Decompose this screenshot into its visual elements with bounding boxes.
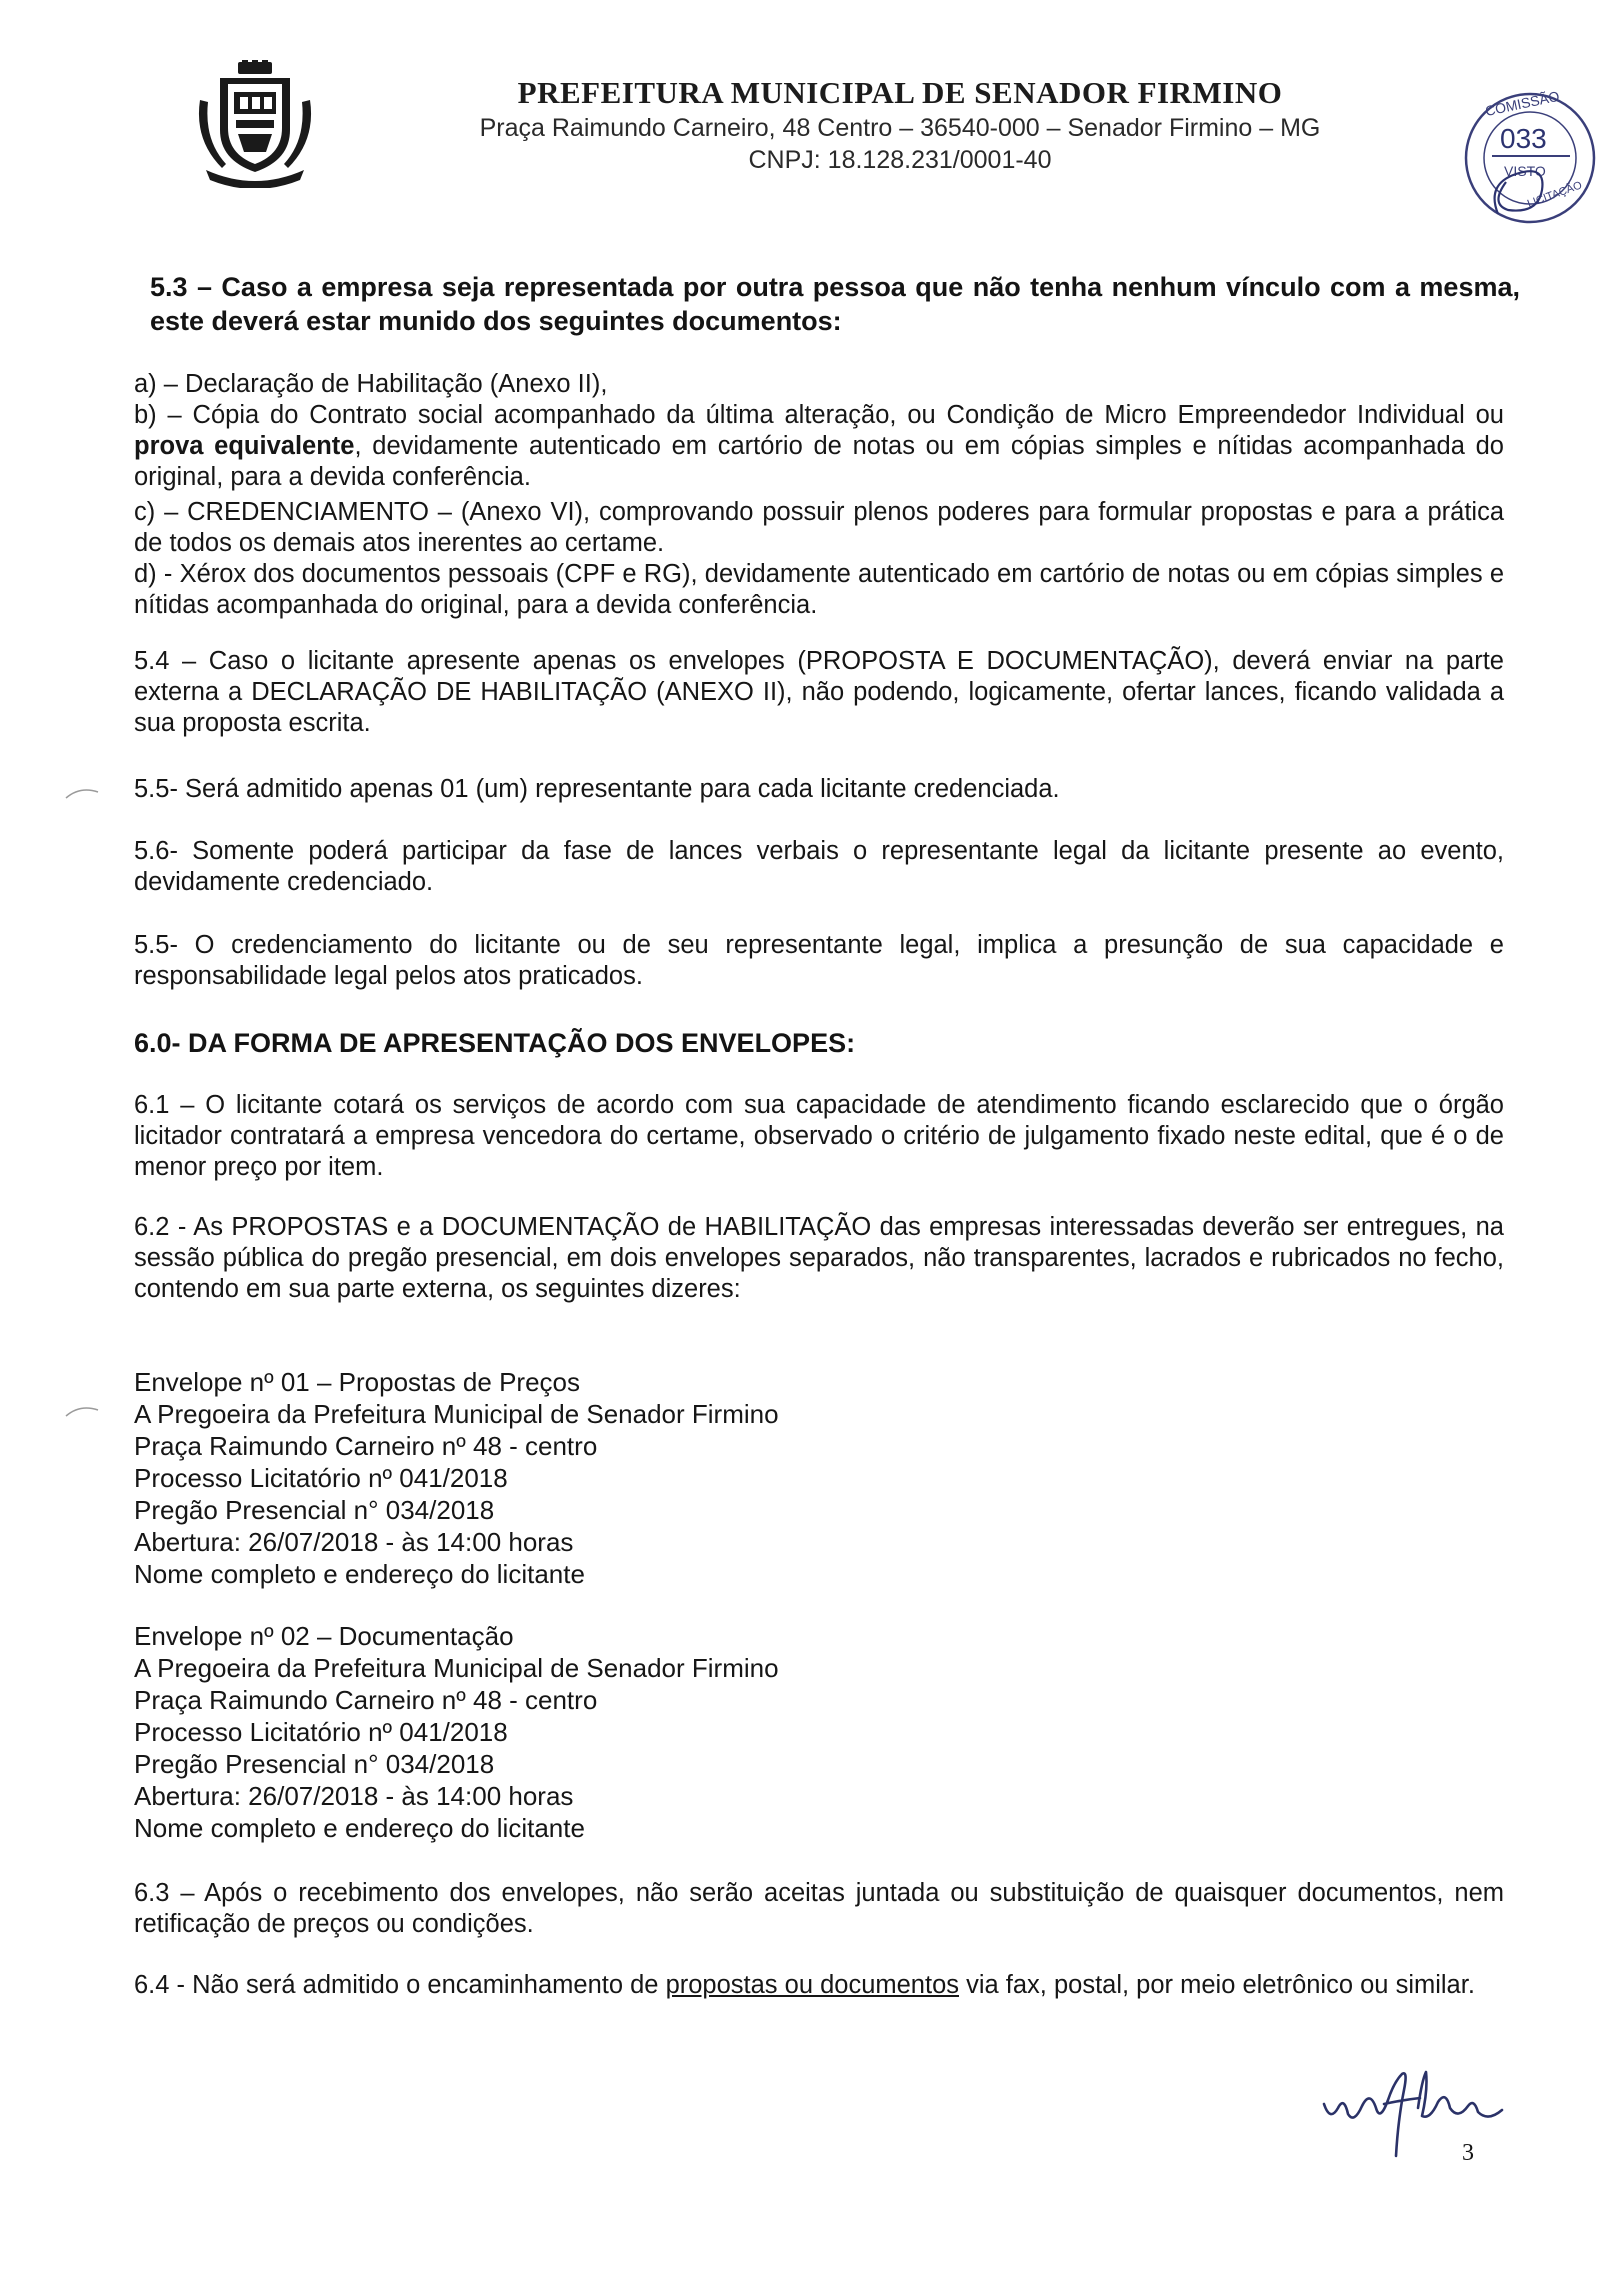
letterhead xyxy=(420,74,1380,176)
envelope-2-line: Envelope nº 02 – Documentação xyxy=(134,1621,514,1651)
envelope-1-block xyxy=(134,1366,779,1590)
handwritten-initials-signature xyxy=(1318,2060,1508,2170)
envelope-1-line: Praça Raimundo Carneiro nº 48 - centro xyxy=(134,1431,598,1461)
stamp-top-text: COMISSÃO xyxy=(1483,87,1561,120)
section-6-4-text-end: via fax, postal, por meio eletrônico ou similar. xyxy=(959,1971,1475,1999)
page-number: 3 xyxy=(1462,2140,1474,2166)
envelope-2-line: Pregão Presencial n° 034/2018 xyxy=(134,1749,495,1779)
envelope-1-line: Processo Licitatório nº 041/2018 xyxy=(134,1463,508,1493)
envelope-2-line: Nome completo e endereço do licitante xyxy=(134,1813,585,1843)
section-6-4-text: 6.4 - Não será admitido o encaminhamento de xyxy=(134,1971,666,1999)
envelope-1-line: Nome completo e endereço do licitante xyxy=(134,1559,585,1589)
envelope-2-line: Abertura: 26/07/2018 - às 14:00 horas xyxy=(134,1781,574,1811)
stamp-middle-text: VISTO xyxy=(1504,163,1546,179)
envelope-2-line: A Pregoeira da Prefeitura Municipal de Senador Firmino xyxy=(134,1653,779,1683)
section-5-5-first: 5.5- Será admitido apenas 01 (um) representante para cada licitante credenciada. xyxy=(134,775,1060,803)
envelope-1-line: Pregão Presencial n° 034/2018 xyxy=(134,1495,495,1525)
envelope-2-block xyxy=(134,1620,779,1844)
envelope-2-line: Processo Licitatório nº 041/2018 xyxy=(134,1717,508,1747)
envelope-1-line: Envelope nº 01 – Propostas de Preços xyxy=(134,1367,580,1397)
municipal-crest-logo xyxy=(192,60,318,188)
letterhead-address: Praça Raimundo Carneiro, 48 Centro – 36540-000 – Senador Firmino – MG xyxy=(479,114,1321,142)
letterhead-title: PREFEITURA MUNICIPAL DE SENADOR FIRMINO xyxy=(517,75,1283,110)
commission-stamp xyxy=(1446,64,1596,274)
section-6-4 xyxy=(134,1970,1504,2001)
section-5-3-item-d: d) - Xérox dos documentos pessoais (CPF e RG), devidamente autenticado em cartório de notas ou em cópias simples e nítidas acompanhada do original, para a devida conferência. xyxy=(134,560,1504,619)
margin-mark xyxy=(62,782,102,802)
section-5-3-item-a: a) – Declaração de Habilitação (Anexo II), xyxy=(134,370,608,398)
item-b-bold-text: prova equivalente xyxy=(134,432,355,460)
envelope-1-line: A Pregoeira da Prefeitura Municipal de Senador Firmino xyxy=(134,1399,779,1429)
section-5-3-item-c: c) – CREDENCIAMENTO – (Anexo VI), comprovando possuir plenos poderes para formular propostas e para a prática de todos os demais atos inerentes ao certame. xyxy=(134,498,1504,557)
section-5-6: 5.6- Somente poderá participar da fase de lances verbais o representante legal da licitante presente ao evento, devidamente credenciado. xyxy=(134,837,1504,896)
stamp-number: 033 xyxy=(1500,123,1547,154)
envelope-2-line: Praça Raimundo Carneiro nº 48 - centro xyxy=(134,1685,598,1715)
section-6-3: 6.3 – Após o recebimento dos envelopes, não serão aceitas juntada ou substituição de quaisquer documentos, nem retificação de preços ou condições. xyxy=(134,1879,1504,1938)
section-6-0-heading: 6.0- DA FORMA DE APRESENTAÇÃO DOS ENVELOPES: xyxy=(134,1028,856,1058)
section-5-3-item-b xyxy=(134,400,1504,493)
section-6-2: 6.2 - As PROPOSTAS e a DOCUMENTAÇÃO de HABILITAÇÃO das empresas interessadas deverão ser entregues, na sessão pública do pregão presencial, em dois envelopes separados, não transparentes, lacrados e rubricados no fecho, contendo em sua parte externa, os seguintes dizeres: xyxy=(134,1213,1504,1303)
envelope-1-line: Abertura: 26/07/2018 - às 14:00 horas xyxy=(134,1527,574,1557)
margin-mark xyxy=(62,1400,102,1420)
section-5-3-heading: 5.3 – Caso a empresa seja representada por outra pessoa que não tenha nenhum vínculo com a mesma, este deverá estar munido dos seguintes documentos: xyxy=(150,272,1520,336)
section-5-4: 5.4 – Caso o licitante apresente apenas os envelopes (PROPOSTA E DOCUMENTAÇÃO), deverá enviar na parte externa a DECLARAÇÃO DE HABILITAÇÃO (ANEXO II), não podendo, logicamente, ofertar lances, ficando validada a sua proposta escrita. xyxy=(134,647,1504,737)
stamp-bottom-text: LICITAÇÃO xyxy=(1525,179,1584,211)
section-6-4-underlined-text: propostas ou documentos xyxy=(665,1971,959,1999)
item-b-text-end: , devidamente autenticado em cartório de notas ou em cópias simples e nítidas acompanhada do original, para a devida conferência. xyxy=(134,432,1504,491)
item-b-text: b) – Cópia do Contrato social acompanhado da última alteração, ou Condição de Micro Empreendedor Individual ou xyxy=(134,401,1504,429)
section-6-1: 6.1 – O licitante cotará os serviços de acordo com sua capacidade de atendimento ficando esclarecido que o órgão licitador contratará a empresa vencedora do certame, observado o critério de julgamento fixado neste edital, que é o de menor preço por item. xyxy=(134,1091,1504,1181)
letterhead-cnpj: CNPJ: 18.128.231/0001-40 xyxy=(748,146,1052,174)
section-5-5-second: 5.5- O credenciamento do licitante ou de seu representante legal, implica a presunção de sua capacidade e responsabilidade legal pelos atos praticados. xyxy=(134,931,1504,990)
